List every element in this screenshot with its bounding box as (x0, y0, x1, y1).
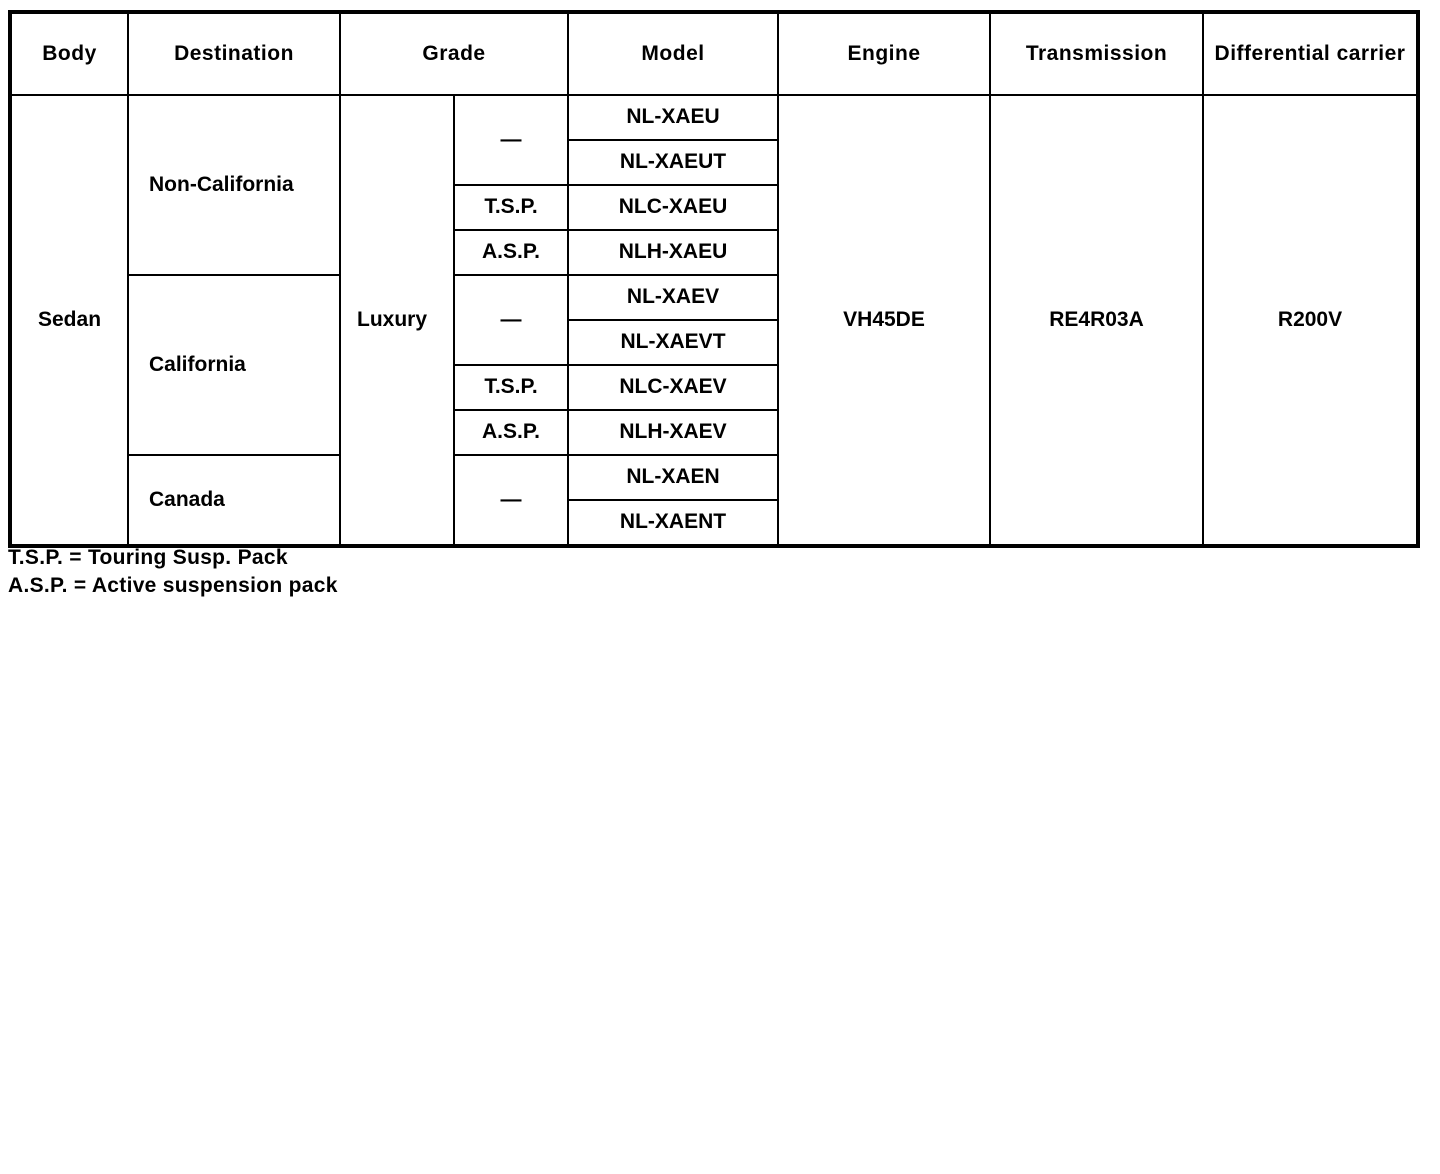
option-cell: A.S.P. (454, 410, 568, 455)
model-spec-table (8, 10, 1420, 548)
model-cell: NL-XAEUT (568, 140, 778, 185)
model-cell: NL-XAEV (568, 275, 778, 320)
destination-canada: Canada (128, 455, 340, 546)
option-cell: A.S.P. (454, 230, 568, 275)
model-cell: NL-XAEVT (568, 320, 778, 365)
destination-california: California (128, 275, 340, 455)
header-row (10, 12, 1418, 95)
option-cell: T.S.P. (454, 365, 568, 410)
body-cell: Sedan (10, 95, 128, 546)
header-differential-carrier: Differential carrier (1203, 12, 1418, 95)
transmission-cell: RE4R03A (990, 95, 1203, 546)
model-cell: NL-XAEU (568, 95, 778, 140)
differential-carrier-cell: R200V (1203, 95, 1418, 546)
table-row (10, 95, 1418, 140)
option-cell: — (454, 95, 568, 185)
header-body: Body (10, 12, 128, 95)
header-engine: Engine (778, 12, 990, 95)
legend-tsp: T.S.P. = Touring Susp. Pack (8, 546, 288, 569)
model-cell: NL-XAENT (568, 500, 778, 546)
abbreviation-legend (8, 544, 338, 600)
header-model: Model (568, 12, 778, 95)
option-cell: T.S.P. (454, 185, 568, 230)
grade-cell: Luxury (340, 95, 454, 546)
header-transmission: Transmission (990, 12, 1203, 95)
legend-asp: A.S.P. = Active suspension pack (8, 574, 338, 597)
model-cell: NLH-XAEV (568, 410, 778, 455)
model-cell: NLH-XAEU (568, 230, 778, 275)
model-cell: NLC-XAEV (568, 365, 778, 410)
destination-non-california: Non-California (128, 95, 340, 275)
model-cell: NLC-XAEU (568, 185, 778, 230)
model-cell: NL-XAEN (568, 455, 778, 500)
header-grade: Grade (340, 12, 568, 95)
option-cell: — (454, 455, 568, 546)
header-destination: Destination (128, 12, 340, 95)
engine-cell: VH45DE (778, 95, 990, 546)
option-cell: — (454, 275, 568, 365)
